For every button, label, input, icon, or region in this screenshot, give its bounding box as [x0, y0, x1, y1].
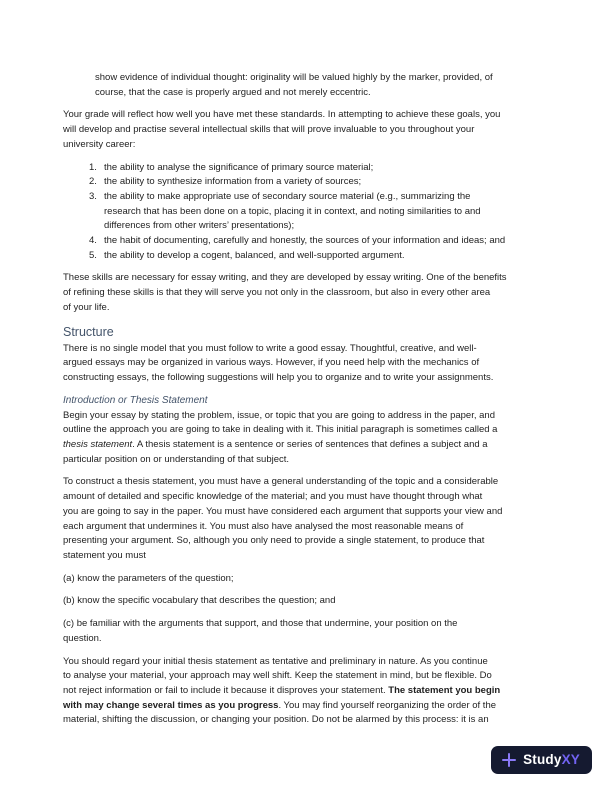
text-run: constructing essays, the following suggestions will help you to organize and to write your assignments.: [63, 371, 494, 383]
text-line: [63, 699, 553, 714]
text-line: [104, 234, 553, 249]
text-run: not reject information or fail to include it because it disproves your statement.: [63, 684, 389, 696]
list-item: [63, 161, 553, 176]
text-run: will develop and practise several intellectual skills that will prove invaluable to you throughout your: [63, 124, 475, 136]
text-line: [104, 175, 553, 190]
logo-text-study: Study: [523, 752, 562, 767]
text-run: The statement you begin: [388, 684, 501, 696]
list-item: [63, 249, 553, 264]
text-line: [63, 301, 553, 316]
text-run: (b) know the specific vocabulary that describes the question; and: [63, 595, 336, 607]
grade-paragraph: [63, 108, 553, 152]
text-line: [63, 684, 553, 699]
text-run: material, shifting the discussion, or changing your position. Do not be alarmed by this process: it is an: [63, 714, 489, 726]
text-line: [63, 632, 553, 647]
text-line: [104, 161, 553, 176]
logo-brand-text: [523, 746, 580, 774]
text-run: There is no single model that you must follow to write a good essay. Thoughtful, creative, and well-: [63, 342, 477, 354]
text-run: To construct a thesis statement, you must have a general understanding of the topic and a considerable: [63, 476, 499, 488]
text-line: [63, 617, 553, 632]
text-line: [63, 371, 553, 386]
text-run: Begin your essay by stating the problem, issue, or topic that you are going to address in the paper, and: [63, 409, 495, 421]
text-line: [63, 505, 553, 520]
text-line: [63, 572, 553, 587]
text-run: thesis statement: [63, 439, 133, 451]
list-number: 4.: [89, 235, 97, 247]
construct-thesis-paragraph: [63, 475, 553, 563]
studyxy-logo-badge: [491, 746, 592, 774]
text-run: show evidence of individual thought: originality will be valued highly by the marker, provided, of: [95, 72, 493, 83]
text-run: presenting your argument. So, although you only need to provide a single statement, to produce that: [63, 535, 485, 547]
text-line: [63, 475, 553, 490]
text-run: the habit of documenting, carefully and honestly, the sources of your information and ideas; and: [104, 235, 506, 247]
text-run: question.: [63, 632, 102, 644]
list-item-text: [104, 249, 553, 264]
text-run: amount of detailed and specific knowledge of the material; and you must have thought through what: [63, 491, 483, 503]
list-item: [63, 175, 553, 190]
text-line: [63, 423, 553, 438]
list-item-text: [104, 234, 553, 249]
text-run: These skills are necessary for essay writing, and they are developed by essay writing. One of the benefits: [63, 272, 507, 284]
tentative-statement-paragraph: [63, 655, 553, 729]
text-run: argued essays may be organized in various ways. However, if you need help with the mechanics of: [63, 357, 480, 369]
text-run: differences from other writers’ presentations);: [104, 220, 295, 232]
text-run: the ability to develop a cogent, balanced, and well-supported argument.: [104, 249, 405, 261]
skills-list: [63, 161, 553, 264]
text-run: course, that the case is properly argued and not merely eccentric.: [95, 86, 371, 98]
text-line: [104, 205, 553, 220]
skills-benefit-paragraph: [63, 271, 553, 315]
text-run: the ability to synthesize information from a variety of sources;: [104, 176, 362, 188]
document-content: [63, 71, 553, 736]
text-run: Your grade will reflect how well you have met these standards. In attempting to achieve these goals, you: [63, 109, 501, 121]
list-number: 5.: [89, 249, 97, 261]
text-run: the ability to analyse the significance of primary source material;: [104, 161, 374, 173]
thesis-definition-paragraph: [63, 409, 553, 468]
text-line: [63, 438, 553, 453]
text-run: the ability to make appropriate use of secondary source material (e.g., summarizing the: [104, 190, 471, 202]
text-run: outline the approach you are going to take in dealing with it. This initial paragraph is sometimes called a: [63, 424, 498, 436]
text-run: of refining these skills is that they will serve you not only in the classroom, but also in every other area: [63, 287, 491, 299]
list-item-text: [104, 190, 553, 234]
text-run: each argument that undermines it. You must also have analysed the most reasonable means of: [63, 520, 464, 532]
text-run: (a) know the parameters of the question;: [63, 572, 234, 584]
text-line: [63, 271, 553, 286]
logo-text-xy: XY: [561, 752, 580, 767]
point-a-paragraph: [63, 572, 553, 587]
text-run: to analyse your material, your approach may well shift. Keep the statement in mind, but be flexible. Do: [63, 670, 492, 682]
list-item: [63, 190, 553, 234]
text-line: [63, 123, 553, 138]
text-line: [63, 655, 553, 670]
text-line: [63, 409, 553, 424]
list-number: 2.: [89, 176, 97, 188]
text-line: [63, 549, 553, 564]
text-line: [104, 249, 553, 264]
text-line: [63, 286, 553, 301]
text-line: [63, 108, 553, 123]
text-line: [63, 453, 553, 468]
text-line: [63, 713, 553, 728]
text-line: [63, 669, 553, 684]
list-number: 3.: [89, 190, 97, 202]
text-run: university career:: [63, 138, 136, 150]
text-line: [63, 490, 553, 505]
text-line: [104, 190, 553, 205]
text-run: . A thesis statement is a sentence or series of sentences that defines a subject and a: [132, 439, 488, 451]
text-line: [63, 342, 553, 357]
text-line: [95, 86, 553, 101]
text-line: [63, 356, 553, 371]
text-line: [63, 594, 553, 609]
text-run: of your life.: [63, 301, 110, 313]
continued-paragraph: [63, 71, 553, 100]
text-line: [63, 520, 553, 535]
text-run: statement you must: [63, 549, 146, 561]
text-line: [104, 219, 553, 234]
list-item-text: [104, 161, 553, 176]
plus-icon: [501, 752, 517, 768]
text-run: particular position on or understanding of that subject.: [63, 453, 290, 465]
text-run: you are going to say in the paper. You must have considered each argument that supports your view and: [63, 505, 503, 517]
point-b-paragraph: [63, 594, 553, 609]
text-line: [95, 71, 553, 86]
text-run: You should regard your initial thesis statement as tentative and preliminary in nature. As you continue: [63, 655, 488, 667]
list-item-text: [104, 175, 553, 190]
text-run: with may change several times as you progress: [63, 699, 279, 711]
list-item: [63, 234, 553, 249]
structure-intro-paragraph: [63, 342, 553, 386]
thesis-subheading: Introduction or Thesis Statement: [63, 394, 208, 406]
text-run: . You may find yourself reorganizing the order of the: [278, 699, 497, 711]
list-number: 1.: [89, 161, 97, 173]
structure-heading: Structure: [63, 324, 114, 339]
point-c-paragraph: [63, 617, 553, 646]
text-run: (c) be familiar with the arguments that support, and those that undermine, your position on the: [63, 618, 458, 630]
text-line: [63, 534, 553, 549]
text-run: research that has been done on a topic, placing it in context, and noting similarities to and: [104, 205, 481, 217]
text-line: [63, 138, 553, 153]
